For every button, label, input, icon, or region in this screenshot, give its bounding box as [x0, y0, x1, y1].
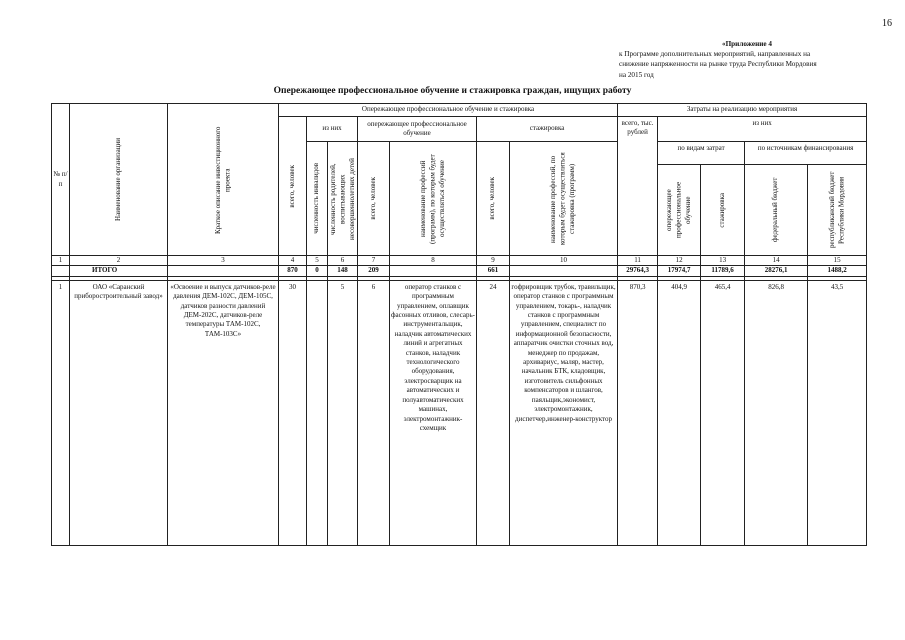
appendix-line: снижение напряженности на рынке труда Республики Мордовия: [619, 60, 817, 69]
row-c4: 30: [279, 280, 307, 545]
total-c14: 28276,1: [745, 266, 808, 276]
total-c5: 0: [307, 266, 328, 276]
row-project: «Освоение и выпуск датчиков-реле давления ДЕМ-102С, ДЕМ-105С, датчиков разности давлений ДЕМ-202С, датчиков-реле температуры ТАМ-102С, ТАМ-103С»: [168, 280, 279, 545]
col-num: 1: [52, 256, 70, 266]
row-c9: 24: [477, 280, 510, 545]
col-num: 10: [510, 256, 618, 266]
header-no: № п/п: [52, 104, 70, 256]
col-num: 12: [658, 256, 701, 266]
total-c15: 1488,2: [808, 266, 867, 276]
row-no: 1: [52, 280, 70, 545]
column-number-row: [52, 256, 867, 266]
page-number: 16: [882, 18, 892, 29]
total-c4: 870: [279, 266, 307, 276]
total-c11: 29764,3: [618, 266, 658, 276]
header-parents: численность родителей, воспитывающих несовершеннолетних детей: [328, 142, 358, 256]
header-by-type: по видам затрат: [658, 142, 745, 165]
row-c15: 43,5: [808, 280, 867, 545]
table-row: [52, 280, 867, 545]
total-cell: [52, 266, 70, 276]
col-num: 13: [701, 256, 745, 266]
header-adv-total: всего, человек: [358, 142, 390, 256]
header-cost-total: всего, тыс. рублей: [618, 117, 658, 256]
total-c7: 209: [358, 266, 390, 276]
col-num: 11: [618, 256, 658, 266]
col-num: 8: [390, 256, 477, 266]
appendix-header: «Приложение 4: [722, 40, 772, 48]
appendix-line: к Программе дополнительных мероприятий, направленных на: [619, 50, 811, 59]
total-c6: 148: [328, 266, 358, 276]
col-num: 6: [328, 256, 358, 266]
col-num: 7: [358, 256, 390, 266]
appendix-note: [619, 39, 884, 80]
total-cell: [168, 266, 279, 276]
header-by-source: по источникам финансирования: [745, 142, 867, 165]
header-of-them: из них: [307, 117, 358, 142]
header-group-costs: Затраты на реализацию мероприятия: [618, 104, 867, 117]
row-c11: 870,3: [618, 280, 658, 545]
row-c6: 5: [328, 280, 358, 545]
col-num: 3: [168, 256, 279, 266]
header-project: Краткое описание инвестиционного проекта: [168, 104, 279, 256]
header-int-professions: наименование профессий, по которым будет осуществляться стажировка (программ): [510, 142, 618, 256]
total-c8: [390, 266, 477, 276]
header-src-federal: федеральный бюджет: [745, 165, 808, 256]
col-num: 15: [808, 256, 867, 266]
row-adv-professions: оператор станков с программным управлением, оплавщик фасонных отливов, слесарь-инструментальщик, наладчик автоматических линий и агрегатных станков, наладчик технологического оборудования, электросварщик на автоматических и полуавтоматических машинах, электромонтажник-схемщик: [390, 280, 477, 545]
header-adv-professions: наименование профессий (программ), по которым будет осуществляться обучение: [390, 142, 477, 256]
header-type-int: стажировка: [701, 165, 745, 256]
total-c13: 11789,6: [701, 266, 745, 276]
row-c5: [307, 280, 328, 545]
col-num: 2: [70, 256, 168, 266]
row-int-professions: гофрировщик трубок, травильщик, оператор станков с программным управлением, токарь-, наладчик станков с программным управлением, специалист по информационной безопасности, аппаратчик очистки сточных вод, менеджер по продажам, архивариус, маляр, мастер, начальник БТК, кладовщик, изготовитель сильфонных компенсаторов и шлангов, паяльщик,экономист, электромонтажник, диспетчер,инженер-конструктор: [510, 280, 618, 545]
header-cost-of-them: из них: [658, 117, 867, 142]
header-org: Наименование организации: [70, 104, 168, 256]
training-table: [51, 103, 867, 546]
col-num: 5: [307, 256, 328, 266]
col-num: 14: [745, 256, 808, 266]
appendix-line: на 2015 год: [619, 70, 654, 79]
total-c10: [510, 266, 618, 276]
header-disabled: численность инвалидов: [307, 142, 328, 256]
col-num: 9: [477, 256, 510, 266]
header-int-total: всего, человек: [477, 142, 510, 256]
header-total-persons: всего, человек: [279, 117, 307, 256]
page-title: Опережающее профессиональное обучение и стажировка граждан, ищущих работу: [273, 86, 632, 96]
total-c12: 17974,7: [658, 266, 701, 276]
row-c12: 404,9: [658, 280, 701, 545]
header-group-training: Опережающее профессиональное обучение и стажировка: [279, 104, 618, 117]
total-c9: 661: [477, 266, 510, 276]
total-row: [52, 266, 867, 276]
row-c7: 6: [358, 280, 390, 545]
col-num: 4: [279, 256, 307, 266]
row-org: ОАО «Саранский приборостроительный завод»: [70, 280, 168, 545]
row-c13: 465,4: [701, 280, 745, 545]
row-c14: 826,8: [745, 280, 808, 545]
header-internship: стажировка: [477, 117, 618, 142]
header-src-republic: республиканский бюджет Республики Мордовия: [808, 165, 867, 256]
total-label: ИТОГО: [70, 266, 168, 276]
header-advanced-training: опережающее профессиональное обучение: [358, 117, 477, 142]
header-type-adv: опережающее профессиональное обучение: [658, 165, 701, 256]
